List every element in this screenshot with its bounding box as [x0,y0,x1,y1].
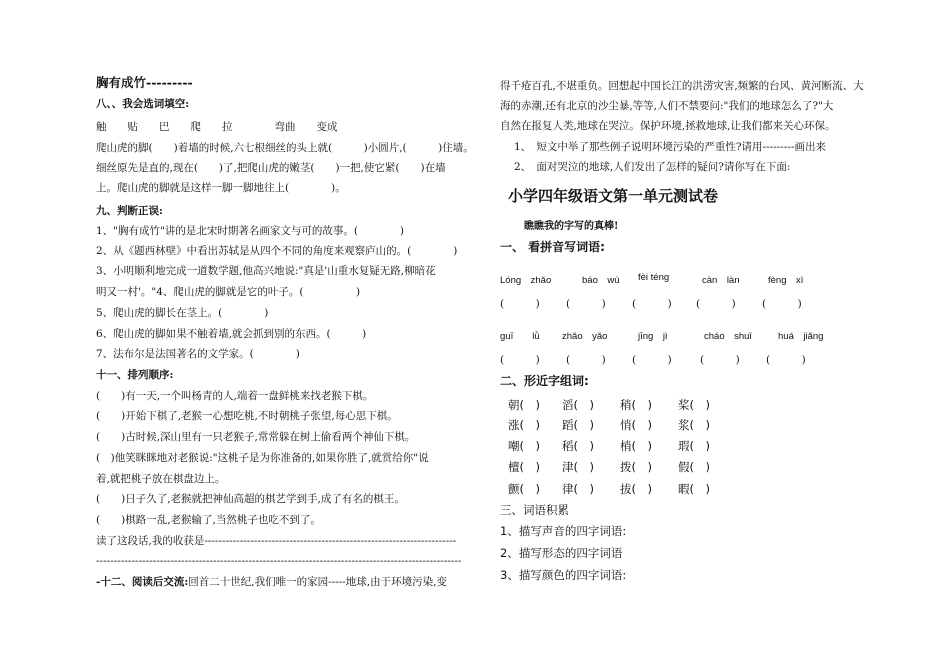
answer-blank[interactable]: ( ) [500,354,540,366]
vocab-item-3: 3、描写颜色的四字词语: [500,568,627,582]
section-8-line-1: 爬山虎的脚( )着墙的时候,六七根细丝的头上就( )小圆片,( )住墙。 [96,142,474,154]
passage-line-3: 自然在报复人类,地球在哭泣。保护环境,拯救地球,让我们都来关心环保。 [500,120,836,132]
section-8-word-bank: 触 贴 巴 爬 拉 弯曲 变成 [96,121,338,133]
char-item: 暇( ) [678,482,710,496]
question-1: 1、 短文中举了那些例子说明环境污染的严重性?请用---------画出来 [514,141,826,153]
order-item-1: ( )有一天,一个叫杨青的人,端着一盘鲜桃来找老猴下棋。 [96,390,374,402]
answer-blank[interactable]: ( ) [766,354,806,366]
section-11-heading: 十一、排列顺序: [96,369,174,381]
gain-line: 读了这段话,我的收获是----------------------------------------------------------------------- [96,535,457,547]
pinyin-item: càn làn [702,275,740,286]
test-title: 小学四年级语文第一单元测试卷 [508,187,719,205]
char-item: 涨( ) [508,418,540,432]
pinyin-item: fèi téng [638,272,670,283]
char-item: 檀( ) [508,460,540,474]
answer-blank[interactable]: ( ) [632,354,672,366]
pinyin-item: Lóng zhǎo [500,275,552,286]
judge-item-5: 5、爬山虎的脚长在茎上。( ) [96,307,269,319]
char-item: 桨( ) [678,398,710,412]
vocab-item-2: 2、描写形态的四字词语 [500,546,623,560]
char-item: 稍( ) [620,398,652,412]
vocab-item-1: 1、描写声音的四字词语: [500,524,627,538]
char-item: 津( ) [562,460,594,474]
char-item: 朝( ) [508,398,540,412]
answer-blank[interactable]: ( ) [566,354,606,366]
answer-blank[interactable]: ( ) [762,298,802,310]
section-12-text: 回首二十世纪,我们唯一的家园-----地球,由于环境污染,变 [188,576,447,588]
section-8-line-3: 上。爬山虎的脚就是这样一脚一脚地往上( )。 [96,182,346,194]
judge-item-3a: 3、小明顺利地完成一道数学题,他高兴地说:"真是'山重水复疑无路,柳暗花 [96,265,436,277]
answer-dash-line: ------------------------------------------------------------------------------------------------------- [96,555,462,567]
pinyin-item: cháo shuǐ [704,331,752,342]
order-item-4b: 着,就把桃子放在棋盘边上。 [96,473,226,485]
order-item-3: ( )古时候,深山里有一只老猴子,常常躲在树上偷看两个神仙下棋。 [96,431,416,443]
passage-line-1: 得千疮百孔,不堪重负。回想起中国长江的洪涝灾害,频繁的台风、黄河断流、大 [500,80,864,92]
char-item: 颤( ) [508,482,540,496]
order-item-5: ( )日子久了,老猴就把神仙高超的棋艺学到手,成了有名的棋王。 [96,493,405,505]
section-8-heading: 八、、我会选词填空: [96,98,190,110]
char-item: 滔( ) [562,398,594,412]
char-item: 拔( ) [620,482,652,496]
section-3-heading: 三、词语积累 [500,503,569,517]
char-item: 瑕( ) [678,439,710,453]
char-item: 拨( ) [620,460,652,474]
order-item-2: ( )开始下棋了,老猴一心想吃桃,不时朝桃子张望,每心思下棋。 [96,410,398,422]
test-subtitle: 瞧瞧我的字写的真棒! [524,221,619,232]
pinyin-item: zhǎo yǎo [562,331,608,342]
section-9-heading: 九、判断正误: [96,205,163,217]
char-item: 梢( ) [620,439,652,453]
judge-item-7: 7、法布尔是法国著名的文学家。( ) [96,348,300,360]
char-item: 律( ) [562,482,594,496]
question-2: 2、 面对哭泣的地球,人们发出了怎样的疑问?请你写在下面: [514,161,791,173]
section-8-line-2: 细丝原先是直的,现在( )了,把爬山虎的嫩茎( )一把,使它紧( )在墙 [96,162,446,174]
answer-blank[interactable]: ( ) [566,298,606,310]
section-12-line [96,575,447,589]
pinyin-item: guī lǜ [500,331,540,342]
char-item: 假( ) [678,460,710,474]
char-item: 嘲( ) [508,439,540,453]
judge-item-3b: 明又一村'。"4、爬山虎的脚就是它的叶子。( ) [96,286,361,298]
judge-item-1: 1、"胸有成竹"讲的是北宋时期著名画家文与可的故事。( ) [96,225,405,237]
char-item: 悄( ) [620,418,652,432]
order-item-4a: ( )他笑眯眯地对老猴说:"这桃子是为你准备的,如果你胜了,就赏给你"说 [96,452,429,464]
order-item-6: ( )棋路一乱,老猴输了,当然桃子也吃不到了。 [96,514,321,526]
section-1-heading: 一、 看拼音写词语: [500,240,605,254]
passage-line-2: 海的赤潮,还有北京的沙尘暴,等等,人们不禁要问:"我们的地球怎么了?"大 [500,100,834,112]
answer-blank[interactable]: ( ) [632,298,672,310]
pinyin-item: jīng jì [638,331,668,342]
left-title: 胸有成竹--------- [96,75,193,90]
answer-blank[interactable]: ( ) [500,298,540,310]
judge-item-6: 6、爬山虎的脚如果不触着墙,就会抓到别的东西。( ) [96,328,367,340]
answer-blank[interactable]: ( ) [696,298,736,310]
pinyin-item: fèng xì [768,275,804,286]
char-item: 浆( ) [678,418,710,432]
section-12-heading: -十二、阅读后交流: [96,576,189,588]
char-item: 蹈( ) [562,418,594,432]
char-item: 稻( ) [562,439,594,453]
answer-blank[interactable]: ( ) [700,354,740,366]
section-2-heading: 二、形近字组词: [500,374,589,388]
judge-item-2: 2、从《题西林壁》中看出苏轼是从四个不同的角度来观察庐山的。( ) [96,245,458,257]
pinyin-item: huá jiǎng [778,331,824,342]
pinyin-item: báo wù [582,275,620,286]
